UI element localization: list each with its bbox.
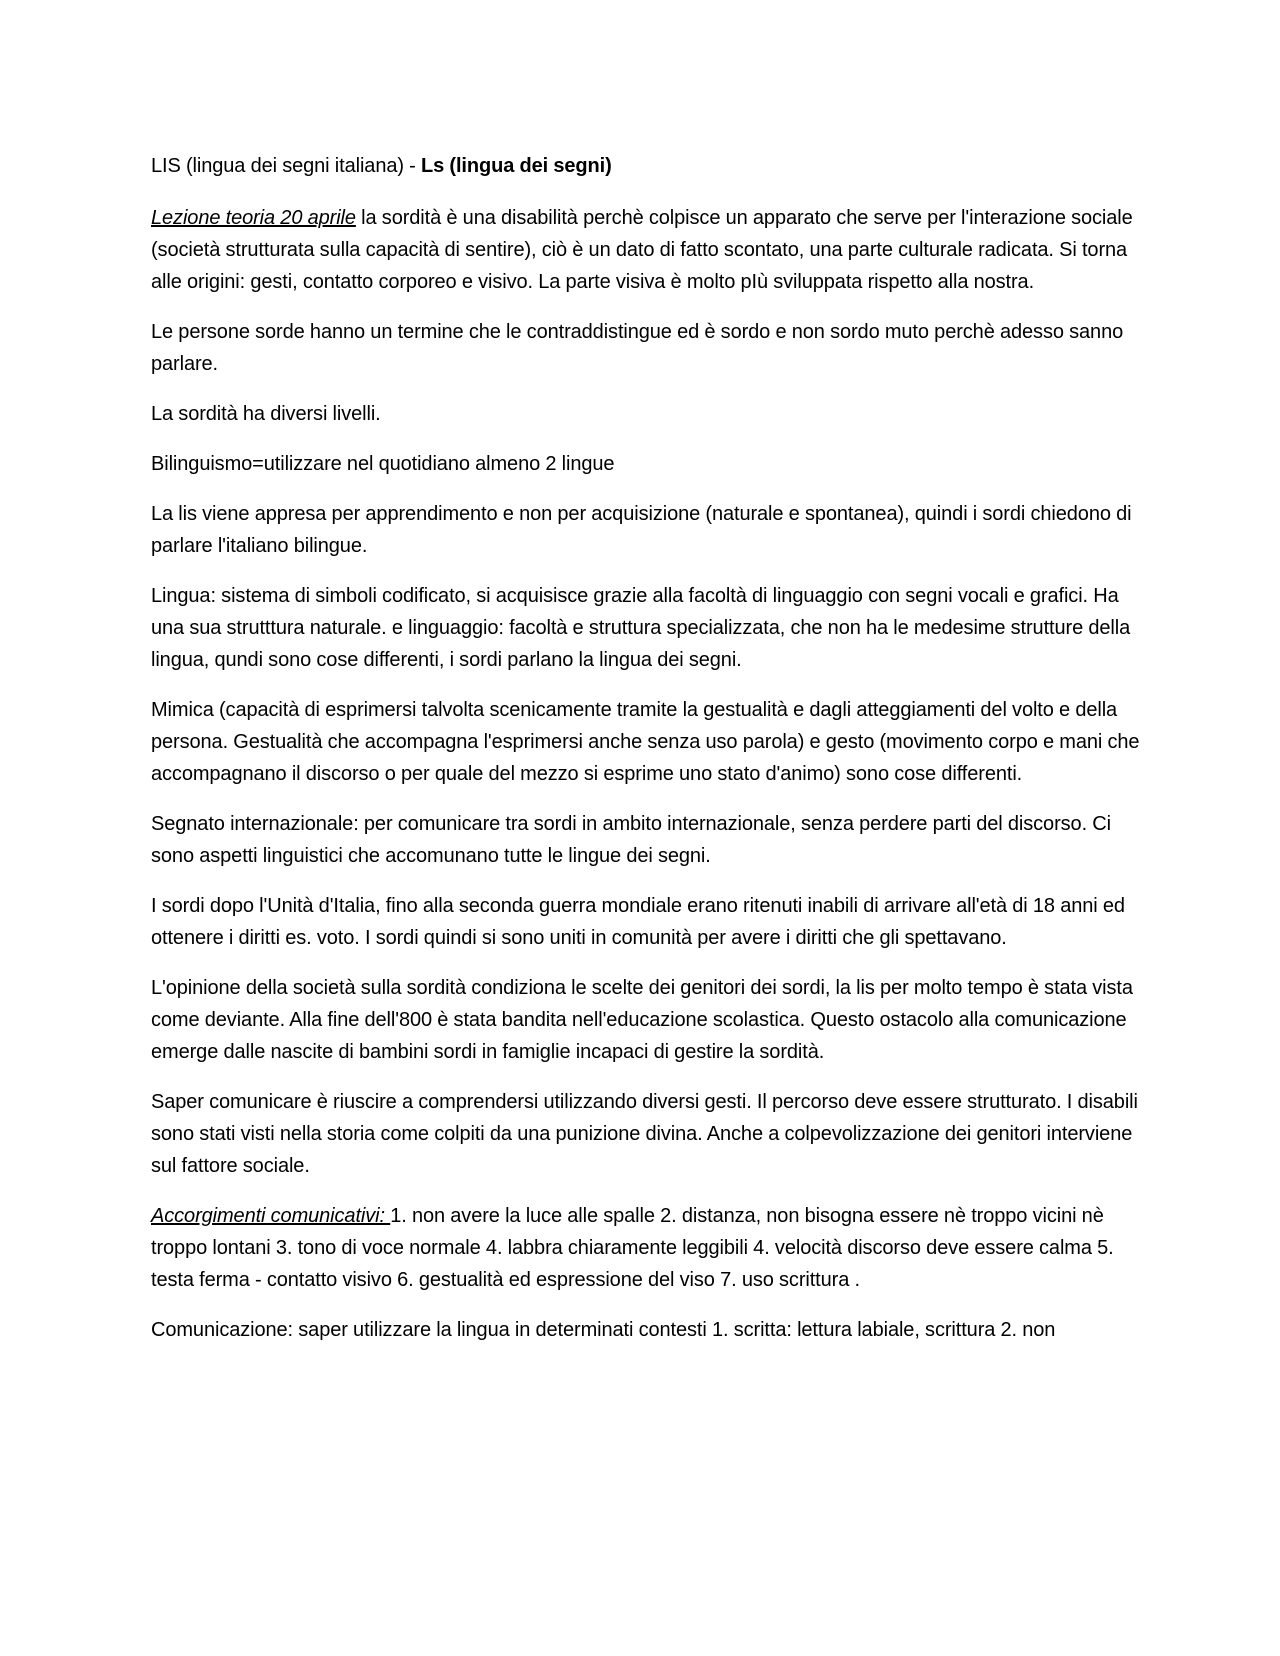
paragraph-lezione-text: la sordità è una disabilità perchè colpisce un apparato che serve per l'interazione sociale (società strutturata sulla capacità di sentire), ciò è un dato di fatto scontato, una parte culturale radicata. Si torna alle origini: gesti, contatto corporeo e visivo. La parte visiva è molto pIù sviluppata rispetto alla nostra. [151,207,1133,293]
paragraph-saper-comunicare: Saper comunicare è riuscire a comprendersi utilizzando diversi gesti. Il percorso deve essere strutturato. I disabili sono stati visti nella storia come colpiti da una punizione divina. Anche a colpevolizzazione dei genitori interviene sul fattore sociale. [151,1091,1138,1177]
paragraph-lis-appresa: La lis viene appresa per apprendimento e non per acquisizione (naturale e spontanea), quindi i sordi chiedono di parlare l'italiano bilingue. [151,503,1132,557]
paragraph-mimica: Mimica (capacità di esprimersi talvolta scenicamente tramite la gestualità e dagli atteggiamenti del volto e della persona. Gestualità che accompagna l'esprimersi anche senza uso parola) e gesto (movimento corpo e mani che accompagnano il discorso o per quale del mezzo si esprime uno stato d'animo) sono cose differenti. [151,699,1140,785]
paragraph-livelli: La sordità ha diversi livelli. [151,403,381,425]
title-plain: LIS (lingua dei segni italiana) - [151,155,421,177]
paragraph-opinione-societa: L'opinione della società sulla sordità condiziona le scelte dei genitori dei sordi, la lis per molto tempo è stata vista come deviante. Alla fine dell'800 è stata bandita nell'educazione scolastica. Questo ostacolo alla comunicazione emerge dalle nascite di bambini sordi in famiglie incapaci di gestire la sordità. [151,977,1133,1063]
paragraph-accorgimenti-text: 1. non avere la luce alle spalle 2. distanza, non bisogna essere nè troppo vicini nè troppo lontani 3. tono di voce normale 4. labbra chiaramente leggibili 4. velocità discorso deve essere calma 5. testa ferma - contatto visivo 6. gestualità ed espressione del viso 7. uso scrittura . [151,1205,1114,1291]
title-bold: Ls (lingua dei segni) [421,155,612,177]
paragraph-persone-sorde: Le persone sorde hanno un termine che le contraddistingue ed è sordo e non sordo muto perchè adesso sanno parlare. [151,321,1124,375]
document-title [151,150,1140,182]
paragraph-accorgimenti [151,1200,1140,1296]
paragraph-accorgimenti-lead: Accorgimenti comunicativi: [151,1205,391,1227]
paragraph-unita-italia: I sordi dopo l'Unità d'Italia, fino alla seconda guerra mondiale erano ritenuti inabili di arrivare all'età di 18 anni ed ottenere i diritti es. voto. I sordi quindi si sono uniti in comunità per avere i diritti che gli spettavano. [151,895,1125,949]
paragraph-comunicazione: Comunicazione: saper utilizzare la lingua in determinati contesti 1. scritta: lettura labiale, scrittura 2. non [151,1319,1056,1341]
paragraph-lingua: Lingua: sistema di simboli codificato, si acquisisce grazie alla facoltà di linguaggio con segni vocali e grafici. Ha una sua strutttura naturale. e linguaggio: facoltà e struttura specializzata, che non ha le medesime strutture della lingua, qundi sono cose differenti, i sordi parlano la lingua dei segni. [151,585,1131,671]
paragraph-lezione [151,202,1140,298]
paragraph-lezione-lead: Lezione teoria 20 aprile [151,207,356,229]
paragraph-bilinguismo: Bilinguismo=utilizzare nel quotidiano almeno 2 lingue [151,453,615,475]
paragraph-segnato-internazionale: Segnato internazionale: per comunicare tra sordi in ambito internazionale, senza perdere parti del discorso. Ci sono aspetti linguistici che accomunano tutte le lingue dei segni. [151,813,1111,867]
